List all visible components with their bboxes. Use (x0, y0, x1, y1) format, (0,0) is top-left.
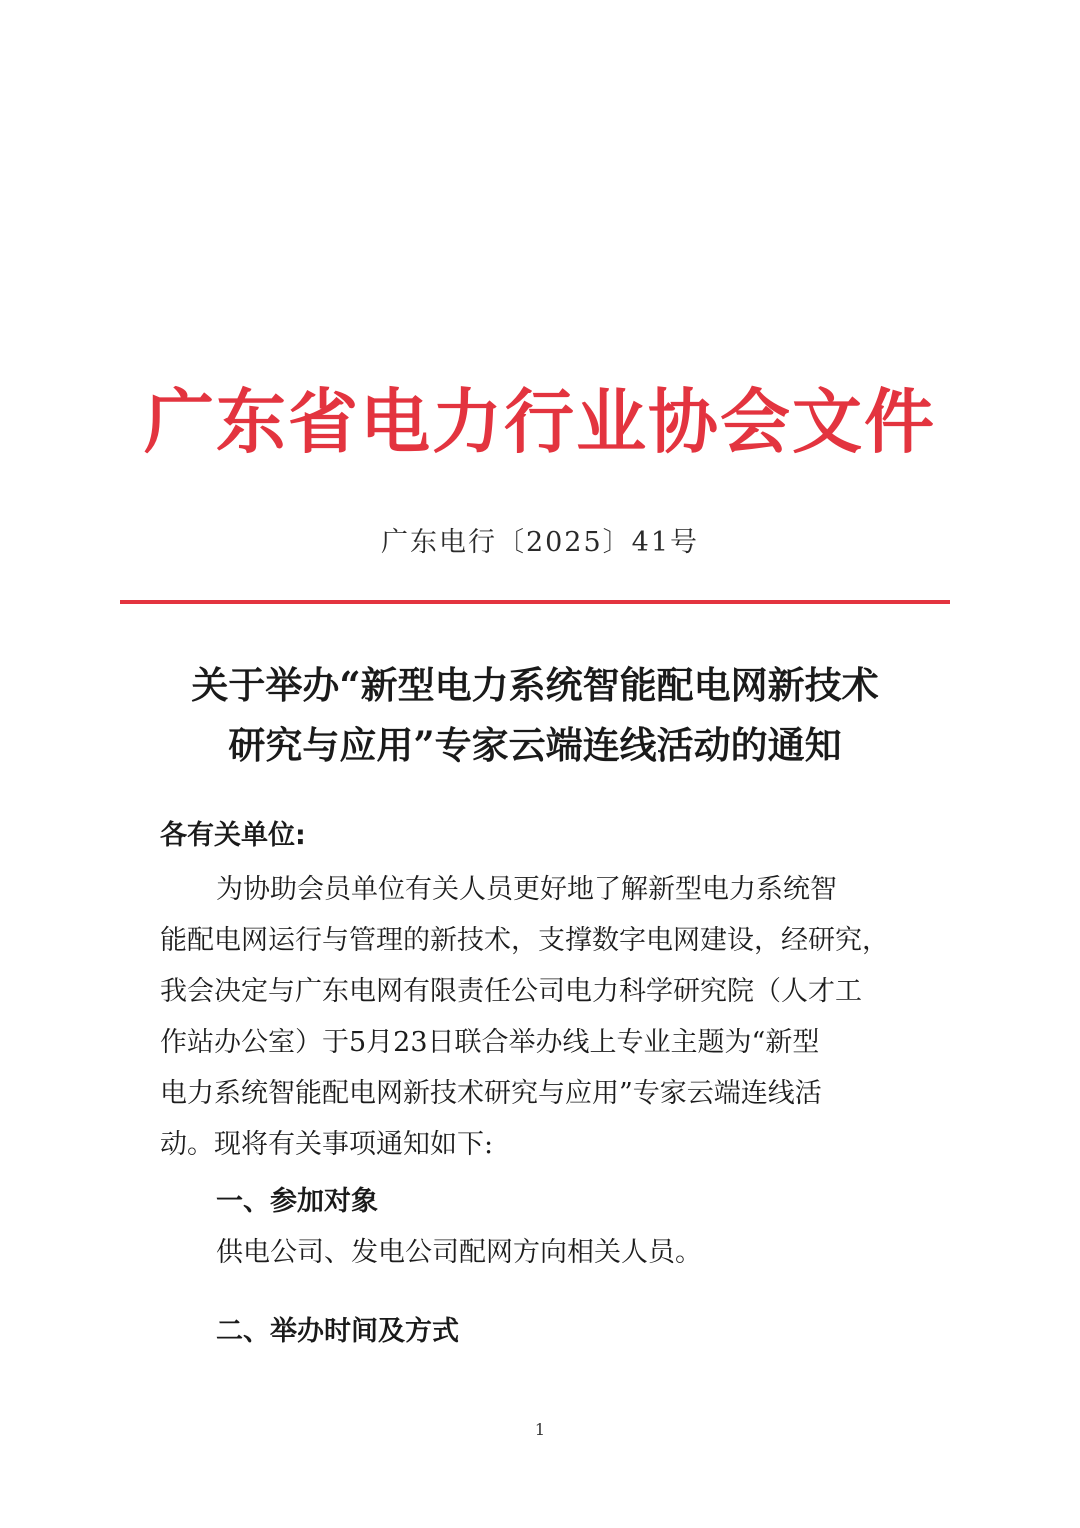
section-heading-2: 二、举办时间及方式 (216, 1316, 459, 1347)
addressee: 各有关单位: (160, 820, 306, 851)
red-divider-line (120, 600, 950, 604)
body-line-2: 能配电网运行与管理的新技术，支撑数字电网建设，经研究， (160, 925, 889, 956)
body-line-1: 为协助会员单位有关人员更好地了解新型电力系统智 (216, 874, 837, 905)
body-line-6: 动。现将有关事项通知如下: (160, 1129, 494, 1160)
body-paragraph (160, 864, 920, 1170)
org-header-title: 广东省电力行业协会文件 (144, 381, 936, 463)
notice-title-line-2: 研究与应用”专家云端连线活动的通知 (228, 723, 842, 767)
section-text-1: 供电公司、发电公司配网方向相关人员。 (216, 1237, 702, 1268)
document-number: 广东电行〔2025〕41号 (380, 527, 700, 558)
notice-title (120, 655, 950, 775)
body-line-3: 我会决定与广东电网有限责任公司电力科学研究院（人才工 (160, 976, 862, 1007)
body-line-4: 作站办公室）于5月23日联合举办线上专业主题为“新型 (160, 1027, 820, 1058)
page-number: 1 (534, 1420, 546, 1439)
body-line-5: 电力系统智能配电网新技术研究与应用”专家云端连线活 (160, 1078, 822, 1109)
section-heading-1: 一、参加对象 (216, 1186, 378, 1217)
notice-title-line-1: 关于举办“新型电力系统智能配电网新技术 (191, 663, 879, 707)
